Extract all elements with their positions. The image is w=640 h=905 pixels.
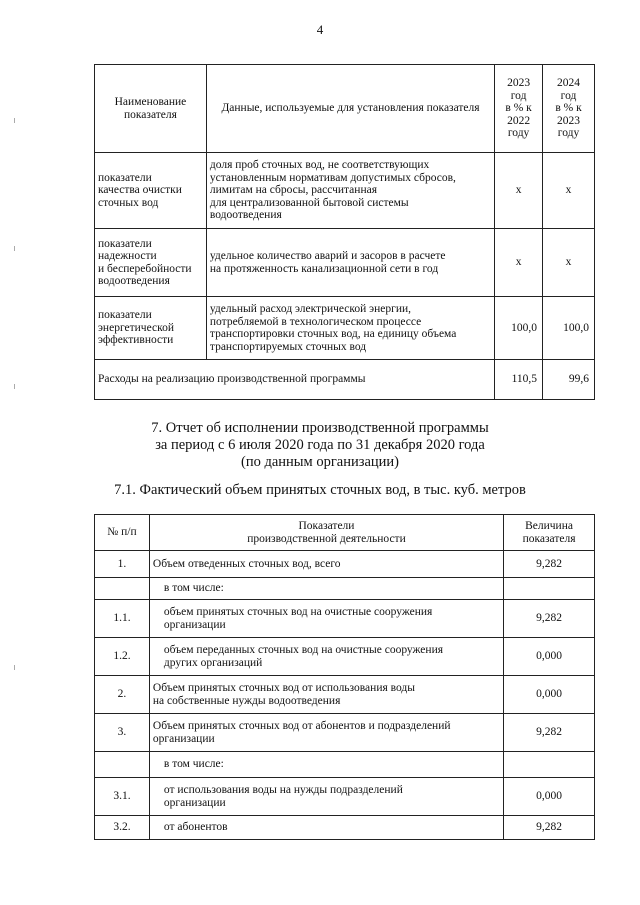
row-indicator	[149, 752, 503, 778]
text-line: лимитам на сбросы, рассчитанная	[209, 184, 377, 197]
row-indicator	[149, 638, 503, 676]
header-line: показателя	[522, 532, 576, 545]
margin-mark	[14, 384, 15, 389]
text-line: объем переданных сточных вод на очистные сооружения	[163, 644, 444, 656]
table-row	[95, 816, 595, 840]
header-line: 2024	[557, 77, 581, 90]
row-value: 9,282	[504, 551, 595, 578]
title-line: (по данным организации)	[240, 454, 399, 470]
header-line: году	[507, 127, 530, 140]
text-line: от абонентов	[163, 821, 228, 834]
margin-mark	[14, 665, 15, 670]
text-line: показатели	[98, 237, 152, 250]
text-line: показатели	[98, 171, 152, 184]
section-title	[0, 420, 640, 471]
indicator-data	[206, 153, 494, 229]
text-line: водоотведения	[98, 275, 170, 287]
row-indicator	[149, 551, 503, 578]
table-row	[95, 714, 595, 752]
indicator-data	[206, 229, 494, 297]
row-indicator	[149, 676, 503, 714]
row-indicator	[149, 600, 503, 638]
subsection-title: 7.1. Фактический объем принятых сточных вод, в тыс. куб. метров	[114, 482, 526, 498]
expenses-2023: 110,5	[495, 360, 543, 400]
table-row	[95, 297, 595, 360]
header-number: № п/п	[95, 515, 150, 551]
row-number: 3.	[95, 714, 150, 752]
row-indicator	[149, 816, 503, 840]
row-indicator	[149, 714, 503, 752]
table-header-row	[95, 65, 595, 153]
text-line: на собственные нужды водоотведения	[152, 694, 341, 707]
row-value: 0,000	[504, 778, 595, 816]
text-line: доля проб сточных вод, не соответствующих	[209, 159, 430, 172]
margin-mark	[14, 246, 15, 251]
value-2024: x	[543, 229, 595, 297]
table-row	[95, 229, 595, 297]
text-line: в том числе:	[163, 582, 224, 595]
text-line: Объем отведенных сточных вод, всего	[152, 557, 341, 570]
header-data	[206, 65, 494, 153]
header-line: в % к	[505, 102, 532, 115]
header-line: 2023	[557, 114, 581, 127]
header-line: Данные, используемые для установления показателя	[221, 102, 480, 115]
header-line: производственной деятельности	[247, 532, 406, 545]
row-number: 3.1.	[95, 778, 150, 816]
text-line: от использования воды на нужды подразделений	[163, 784, 403, 796]
header-line: Показатели	[298, 520, 355, 532]
table-row	[95, 778, 595, 816]
text-line: на протяженность канализационной сети в год	[209, 262, 439, 275]
text-line: удельное количество аварий и засоров в расчете	[209, 250, 446, 262]
header-line: в % к	[555, 102, 582, 115]
header-line: год	[510, 89, 527, 102]
value-2024: 100,0	[543, 297, 595, 360]
text-line: организации	[152, 732, 215, 745]
indicator-data	[206, 297, 494, 360]
text-line: в том числе:	[163, 758, 224, 771]
row-value: 9,282	[504, 714, 595, 752]
text-line: энергетической	[98, 321, 174, 334]
expenses-label: Расходы на реализацию производственной программы	[95, 360, 495, 400]
text-line: эффективности	[98, 334, 174, 347]
row-number: 1.1.	[95, 600, 150, 638]
header-line: год	[560, 89, 577, 102]
expenses-row	[95, 360, 595, 400]
header-line: 2022	[507, 114, 531, 127]
header-value	[504, 515, 595, 551]
text-line: потребляемой в технологическом процессе	[209, 315, 422, 328]
indicator-name	[95, 153, 207, 229]
header-2023	[495, 65, 543, 153]
text-line: надежности	[98, 250, 157, 262]
row-number: 2.	[95, 676, 150, 714]
text-line: организации	[163, 618, 226, 631]
row-indicator	[149, 578, 503, 600]
text-line: других организаций	[163, 656, 263, 669]
row-indicator	[149, 778, 503, 816]
text-line: установленным нормативам допустимых сбросов,	[209, 171, 456, 184]
text-line: Объем принятых сточных вод от использования воды	[152, 682, 415, 694]
table-row	[95, 578, 595, 600]
indicators-table	[94, 64, 595, 400]
row-value: 0,000	[504, 676, 595, 714]
header-indicator-name	[95, 65, 207, 153]
row-value: 9,282	[504, 816, 595, 840]
row-number: 1.2.	[95, 638, 150, 676]
text-line: объем принятых сточных вод на очистные сооружения	[163, 606, 433, 618]
margin-mark	[14, 118, 15, 123]
table-row	[95, 638, 595, 676]
row-number: 3.2.	[95, 816, 150, 840]
text-line: водоотведения	[209, 209, 282, 222]
row-number	[95, 752, 150, 778]
row-value: 9,282	[504, 600, 595, 638]
table-row	[95, 752, 595, 778]
text-line: для централизованной бытовой системы	[209, 196, 409, 209]
text-line: организации	[163, 796, 226, 809]
indicator-name	[95, 297, 207, 360]
value-2023: x	[495, 229, 543, 297]
row-number	[95, 578, 150, 600]
text-line: показатели	[98, 309, 152, 322]
header-line: 2023	[507, 77, 531, 90]
value-2023: x	[495, 153, 543, 229]
row-value: 0,000	[504, 638, 595, 676]
header-line: Величина	[525, 520, 573, 532]
title-line: за период с 6 июля 2020 года по 31 декабря 2020 года	[155, 437, 485, 453]
row-value	[504, 578, 595, 600]
table-row	[95, 153, 595, 229]
header-2024	[543, 65, 595, 153]
value-2024: x	[543, 153, 595, 229]
table-header-row	[95, 515, 595, 551]
header-line: году	[557, 127, 580, 140]
page-number: 4	[316, 22, 324, 37]
text-line: качества очистки	[98, 184, 182, 197]
text-line: и бесперебойности	[98, 262, 192, 275]
title-line: 7. Отчет об исполнении производственной программы	[151, 420, 489, 436]
text-line: удельный расход электрической энергии,	[209, 303, 412, 315]
indicator-name	[95, 229, 207, 297]
text-line: транспортировки сточных вод, на единицу объема	[209, 328, 457, 340]
expenses-2024: 99,6	[543, 360, 595, 400]
table-row	[95, 600, 595, 638]
value-2023: 100,0	[495, 297, 543, 360]
header-indicator	[149, 515, 503, 551]
text-line: сточных вод	[98, 196, 159, 209]
wastewater-volume-table	[94, 514, 595, 840]
text-line: транспортируемых сточных вод	[209, 340, 367, 353]
table-row	[95, 551, 595, 578]
header-line: Наименование показателя	[114, 96, 187, 121]
table-row	[95, 676, 595, 714]
text-line: Объем принятых сточных вод от абонентов и подразделений	[152, 720, 451, 732]
row-number: 1.	[95, 551, 150, 578]
row-value	[504, 752, 595, 778]
